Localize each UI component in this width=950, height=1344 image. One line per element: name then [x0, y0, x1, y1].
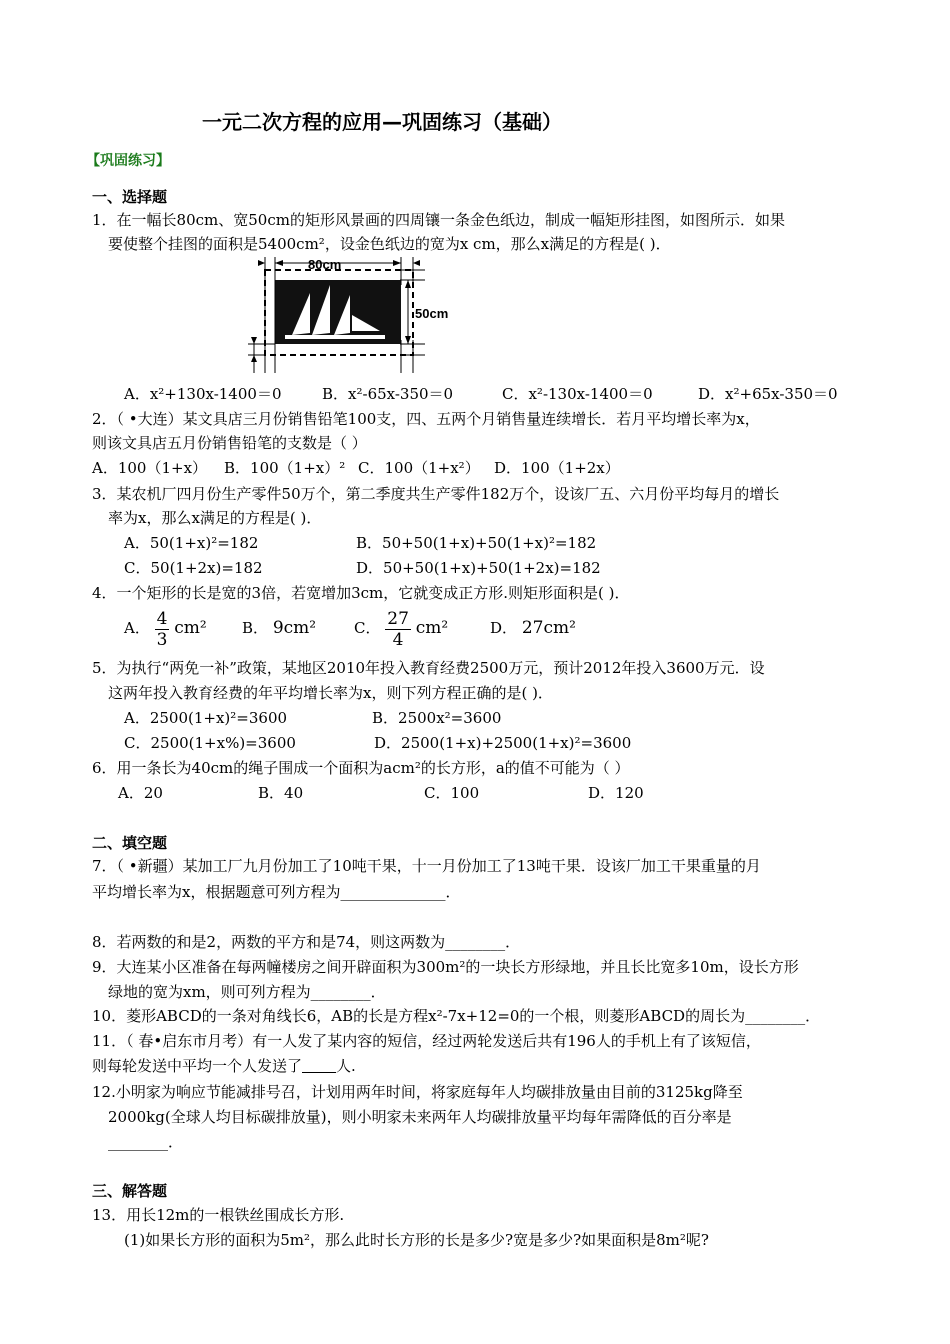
q13-line2: (1)如果长方形的面积为5m²，那么此时长方形的长是多少?宽是多少?如果面积是8m²呢?	[124, 1231, 709, 1249]
q2-line2: 则该文具店五月份销售铅笔的支数是（ ）	[92, 434, 367, 452]
q5-option-a: A．2500(1+x)²=3600	[124, 709, 288, 727]
q3-option-b: B．50+50(1+x)+50(1+x)²=182	[356, 534, 597, 552]
q11-line1: 11．（ 春•启东市月考）有一人发了某内容的短信，经过两轮发送后共有196人的手机上有了该短信，	[92, 1032, 761, 1050]
q1-line2: 要使整个挂图的面积是5400cm²，设金色纸边的宽为x cm，那么x满足的方程是( )．	[108, 235, 671, 253]
q7-line2: 平均增长率为x，根据题意可列方程为______________．	[92, 883, 461, 901]
q4-line1: 4．一个矩形的长是宽的3倍，若宽增加3cm，它就变成正方形.则矩形面积是( )．	[92, 584, 630, 602]
q1-option-a: A．x²+130x-1400＝0	[124, 385, 282, 403]
q4-option-d: D． 27cm²	[490, 618, 576, 638]
q11-answer-blank	[302, 1058, 336, 1073]
q1-line1: 1．在一幅长80cm、宽50cm的矩形风景画的四周镶一条金色纸边，制成一幅矩形挂图，如图所示．如果	[92, 211, 785, 229]
q5-line1: 5．为执行“两免一补”政策，某地区2010年投入教育经费2500万元，预计2012年投入3600万元．设	[92, 659, 765, 677]
q5-option-b: B．2500x²=3600	[372, 709, 502, 727]
q6-option-b: B．40	[258, 784, 304, 802]
q4-option-c: C． $\frac{27}{4}$ cm²	[354, 608, 449, 650]
q5-option-c: C．2500(1+x%)=3600	[124, 734, 296, 752]
q3-line1: 3．某农机厂四月份生产零件50万个，第二季度共生产零件182万个，设该厂五、六月份平均每月的增长	[92, 485, 780, 503]
q2-option-b: B．100（1+x）²	[224, 459, 346, 477]
q4-option-b: B． 9cm²	[242, 618, 317, 638]
page-title: 一元二次方程的应用—巩固练习（基础）	[202, 110, 562, 134]
q1-option-d: D．x²+65x-350＝0	[698, 385, 838, 403]
section-heading-fill: 二、填空题	[92, 834, 168, 852]
q4-a-fraction: $\frac{4}{3}$	[156, 608, 168, 650]
q2-line1: 2．（ •大连）某文具店三月份销售铅笔100支，四、五两个月销售量连续增长．若月平均增长率为x，	[92, 410, 760, 428]
q12-line2: 2000kg(全球人均目标碳排放量)，则小明家未来两年人均碳排放量平均每年需降低的百分率是	[108, 1108, 732, 1126]
q4-option-a: A． $\frac{4}{3}$ cm²	[124, 608, 207, 650]
height-label: 50cm	[415, 306, 449, 321]
q3-option-c: C．50(1+2x)=182	[124, 559, 263, 577]
width-label: 80cm	[308, 257, 342, 272]
q6-line1: 6．用一条长为40cm的绳子围成一个面积为acm²的长方形，a的值不可能为（ ）	[92, 759, 630, 777]
q8-line1: 8．若两数的和是2，两数的平方和是74，则这两数为________．	[92, 933, 521, 951]
q6-option-d: D．120	[588, 784, 644, 802]
picture-frame-figure	[240, 255, 449, 380]
section-heading-answer: 三、解答题	[92, 1182, 168, 1200]
q6-option-c: C．100	[424, 784, 480, 802]
q9-line1: 9．大连某小区准备在每两幢楼房之间开辟面积为300m²的一块长方形绿地，并且长比宽多10m，设长方形	[92, 958, 799, 976]
q11-line2: 则每轮发送中平均一个人发送了 人.	[92, 1057, 356, 1075]
q3-option-d: D．50+50(1+x)+50(1+2x)=182	[356, 559, 601, 577]
q2-option-a: A．100（1+x）	[92, 459, 208, 477]
q4-c-fraction: $\frac{27}{4}$	[387, 608, 409, 650]
q12-line3: ________．	[108, 1133, 184, 1151]
q13-line1: 13．用长12m的一根铁丝围成长方形.	[92, 1206, 345, 1224]
q1-option-b: B．x²-65x-350＝0	[322, 385, 454, 403]
q6-option-a: A．20	[118, 784, 163, 802]
q3-line2: 率为x，那么x满足的方程是( )．	[108, 509, 322, 527]
q10-line1: 10．菱形ABCD的一条对角线长6，AB的长是方程x²-7x+12=0的一个根，则菱形ABCD的周长为________．	[92, 1007, 821, 1025]
q2-option-d: D．100（1+2x）	[494, 459, 620, 477]
q2-option-c: C．100（1+x²）	[358, 459, 480, 477]
q1-option-c: C．x²-130x-1400＝0	[502, 385, 653, 403]
q3-option-a: A．50(1+x)²=182	[124, 534, 259, 552]
q12-line1: 12.小明家为响应节能减排号召，计划用两年时间，将家庭每年人均碳排放量由目前的3125kg降至	[92, 1083, 743, 1101]
q5-option-d: D．2500(1+x)+2500(1+x)²=3600	[374, 734, 632, 752]
q9-line2: 绿地的宽为xm，则可列方程为________．	[108, 983, 386, 1001]
section-heading-choice: 一、选择题	[92, 188, 168, 206]
q7-line1: 7．（ •新疆）某加工厂九月份加工了10吨干果，十一月份加工了13吨干果．设该厂加工干果重量的月	[92, 857, 761, 875]
section-tag: 【巩固练习】	[86, 153, 170, 169]
q5-line2: 这两年投入教育经费的年平均增长率为x，则下列方程正确的是( )．	[108, 684, 553, 702]
